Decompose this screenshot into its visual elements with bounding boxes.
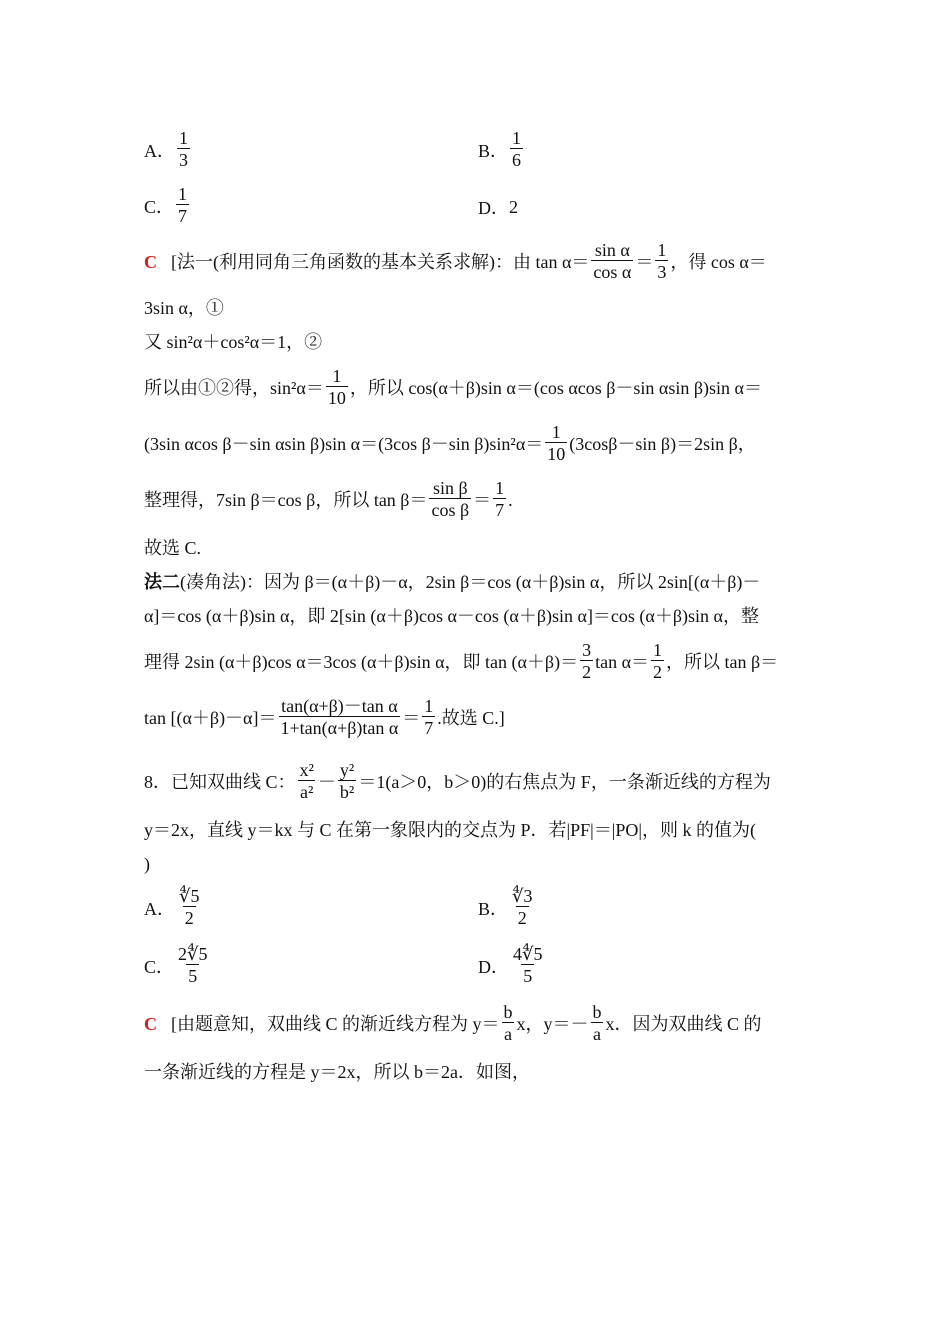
fraction <box>493 478 506 521</box>
fraction <box>580 640 593 683</box>
denominator: 10 <box>327 388 346 408</box>
numerator: ∜5 <box>179 886 200 906</box>
numerator: 1 <box>657 240 667 260</box>
q8-stem-line-3: ) <box>144 854 150 874</box>
fraction <box>338 760 356 803</box>
denominator: 3 <box>179 150 188 170</box>
q8-option-a <box>144 886 203 929</box>
numerator: 1 <box>424 696 434 716</box>
q7-solution-line-8 <box>144 570 760 594</box>
fraction <box>279 696 401 739</box>
q8-option-b <box>478 886 537 929</box>
text: tan [(α＋β)－α]＝ <box>144 707 277 728</box>
q8-solution-line-2: 一条渐近线的方程是 y＝2x，所以 b＝2a．如图， <box>144 1062 530 1082</box>
text: ＝ <box>473 489 492 510</box>
text: . <box>508 489 513 510</box>
denominator: 7 <box>424 718 434 738</box>
text: ，所以 tan β＝ <box>666 651 779 672</box>
fraction <box>655 240 668 283</box>
q8-stem-line-2: y＝2x，直线 y＝kx 与 C 在第一象限内的交点为 P．若|PF|＝|PO|，则 k 的值为( <box>144 820 756 840</box>
text: 整理得，7sin β＝cos β，所以 tan β＝ <box>144 489 428 510</box>
denominator: a <box>504 1024 512 1044</box>
fraction <box>326 366 348 409</box>
method-title: 法二 <box>144 572 180 592</box>
text: (凑角法)：因为 β＝(α＋β)－α，2sin β＝cos (α＋β)sin α，所以 2sin[(α＋β)－ <box>180 572 761 592</box>
denominator: 7 <box>178 206 188 226</box>
denominator: 2 <box>653 662 663 682</box>
q7-solution-line-6 <box>144 478 513 521</box>
numerator: 3 <box>582 640 592 660</box>
fraction <box>429 478 471 521</box>
fraction <box>545 422 567 465</box>
q7-solution-line-11 <box>144 696 505 739</box>
numerator: 1 <box>178 184 188 204</box>
denominator: b² <box>339 782 355 802</box>
text: .故选 C.] <box>437 707 505 728</box>
denominator: a² <box>300 782 314 802</box>
numerator: sin β <box>432 478 468 498</box>
fraction <box>176 184 189 227</box>
q8-option-c <box>144 944 212 987</box>
q7-solution-line-10 <box>144 640 778 683</box>
fraction <box>510 128 523 171</box>
numerator: tan(α+β)－tan α <box>281 696 398 716</box>
denominator: 10 <box>547 444 566 464</box>
denominator: a <box>593 1024 601 1044</box>
numerator: b <box>592 1002 602 1022</box>
denominator: 2 <box>517 908 527 928</box>
numerator: 1 <box>551 422 561 442</box>
text: (3sin αcos β－sin αsin β)sin α＝(3cos β－sin β)sin²α＝ <box>144 433 544 454</box>
text: x，y＝－ <box>516 1013 589 1034</box>
q7-solution-line-1 <box>144 240 767 283</box>
q7-solution-line-5 <box>144 422 756 465</box>
q7-solution-line-3: 又 sin²α＋cos²α＝1，② <box>144 332 323 352</box>
denominator: 6 <box>512 150 522 170</box>
text: ＝ <box>635 251 654 272</box>
option-label: C． <box>144 956 175 977</box>
q8-solution-line-1 <box>144 1002 762 1045</box>
q7-solution-line-9: α]＝cos (α＋β)sin α，即 2[sin (α＋β)cos α－cos (α＋β)sin α]＝cos (α＋β)sin α，整 <box>144 606 759 626</box>
option-value: 2 <box>509 196 518 217</box>
denominator: 2 <box>184 908 194 928</box>
fraction <box>176 944 209 987</box>
text: 所以由①②得，sin²α＝ <box>144 377 324 398</box>
text: tan α＝ <box>595 651 650 672</box>
q7-option-a <box>144 128 192 171</box>
fraction <box>177 886 201 929</box>
fraction <box>510 886 534 929</box>
answer-letter: C <box>144 251 157 272</box>
fraction <box>177 128 190 171</box>
text: x．因为双曲线 C 的 <box>605 1013 762 1034</box>
numerator: 1 <box>179 128 188 148</box>
denominator: 5 <box>188 966 198 986</box>
fraction <box>651 640 664 683</box>
denominator: 1+tan(α+β)tan α <box>280 718 399 738</box>
text: ＝ <box>402 707 421 728</box>
text: ，所以 cos(α＋β)sin α＝(cos αcos β－sin αsin β)sin α＝ <box>349 377 762 398</box>
option-label: B． <box>478 140 509 161</box>
denominator: 3 <box>657 262 667 282</box>
q8-stem-line-1 <box>144 760 771 803</box>
text: (3cosβ－sin β)＝2sin β， <box>569 433 756 454</box>
denominator: 7 <box>495 500 505 520</box>
fraction <box>591 240 633 283</box>
numerator: 2∜5 <box>178 944 208 964</box>
text: － <box>317 771 336 792</box>
option-label: B． <box>478 898 509 919</box>
fraction <box>298 760 316 803</box>
q7-solution-line-2: 3sin α，① <box>144 298 224 318</box>
option-label: A． <box>144 898 175 919</box>
fraction <box>511 944 544 987</box>
numerator: sin α <box>594 240 630 260</box>
numerator: 1 <box>512 128 522 148</box>
option-label: D． <box>478 198 509 218</box>
numerator: 1 <box>653 640 663 660</box>
text: ＝1(a＞0，b＞0)的右焦点为 F，一条渐近线的方程为 <box>358 771 771 792</box>
denominator: 2 <box>582 662 592 682</box>
option-label: A． <box>144 140 175 161</box>
answer-letter: C <box>144 1013 157 1034</box>
fraction <box>591 1002 604 1045</box>
q7-solution-line-4 <box>144 366 762 409</box>
text: ，得 cos α＝ <box>670 251 767 272</box>
text: 8．已知双曲线 C： <box>144 771 296 792</box>
numerator: b <box>503 1002 513 1022</box>
denominator: cos α <box>593 262 632 282</box>
q7-option-b <box>478 128 525 171</box>
option-label: C． <box>144 196 175 217</box>
fraction <box>422 696 435 739</box>
q7-solution-line-7: 故选 C. <box>144 538 202 558</box>
text: 理得 2sin (α＋β)cos α＝3cos (α＋β)sin α，即 tan (α＋β)＝ <box>144 651 579 672</box>
numerator: 1 <box>332 366 342 386</box>
numerator: 4∜5 <box>513 944 543 964</box>
q7-option-c <box>144 184 191 227</box>
q7-option-d <box>478 194 518 220</box>
numerator: 1 <box>495 478 505 498</box>
denominator: cos β <box>431 500 470 520</box>
numerator: y² <box>339 760 355 780</box>
numerator: ∜3 <box>512 886 533 906</box>
denominator: 5 <box>523 966 533 986</box>
option-label: D． <box>478 956 509 977</box>
text: [由题意知，双曲线 C 的渐近线方程为 y＝ <box>171 1013 500 1034</box>
method-title: [法一(利用同角三角函数的基本关系求解)：由 tan α＝ <box>171 251 590 272</box>
fraction <box>502 1002 515 1045</box>
q8-option-d <box>478 944 546 987</box>
numerator: x² <box>299 760 314 780</box>
